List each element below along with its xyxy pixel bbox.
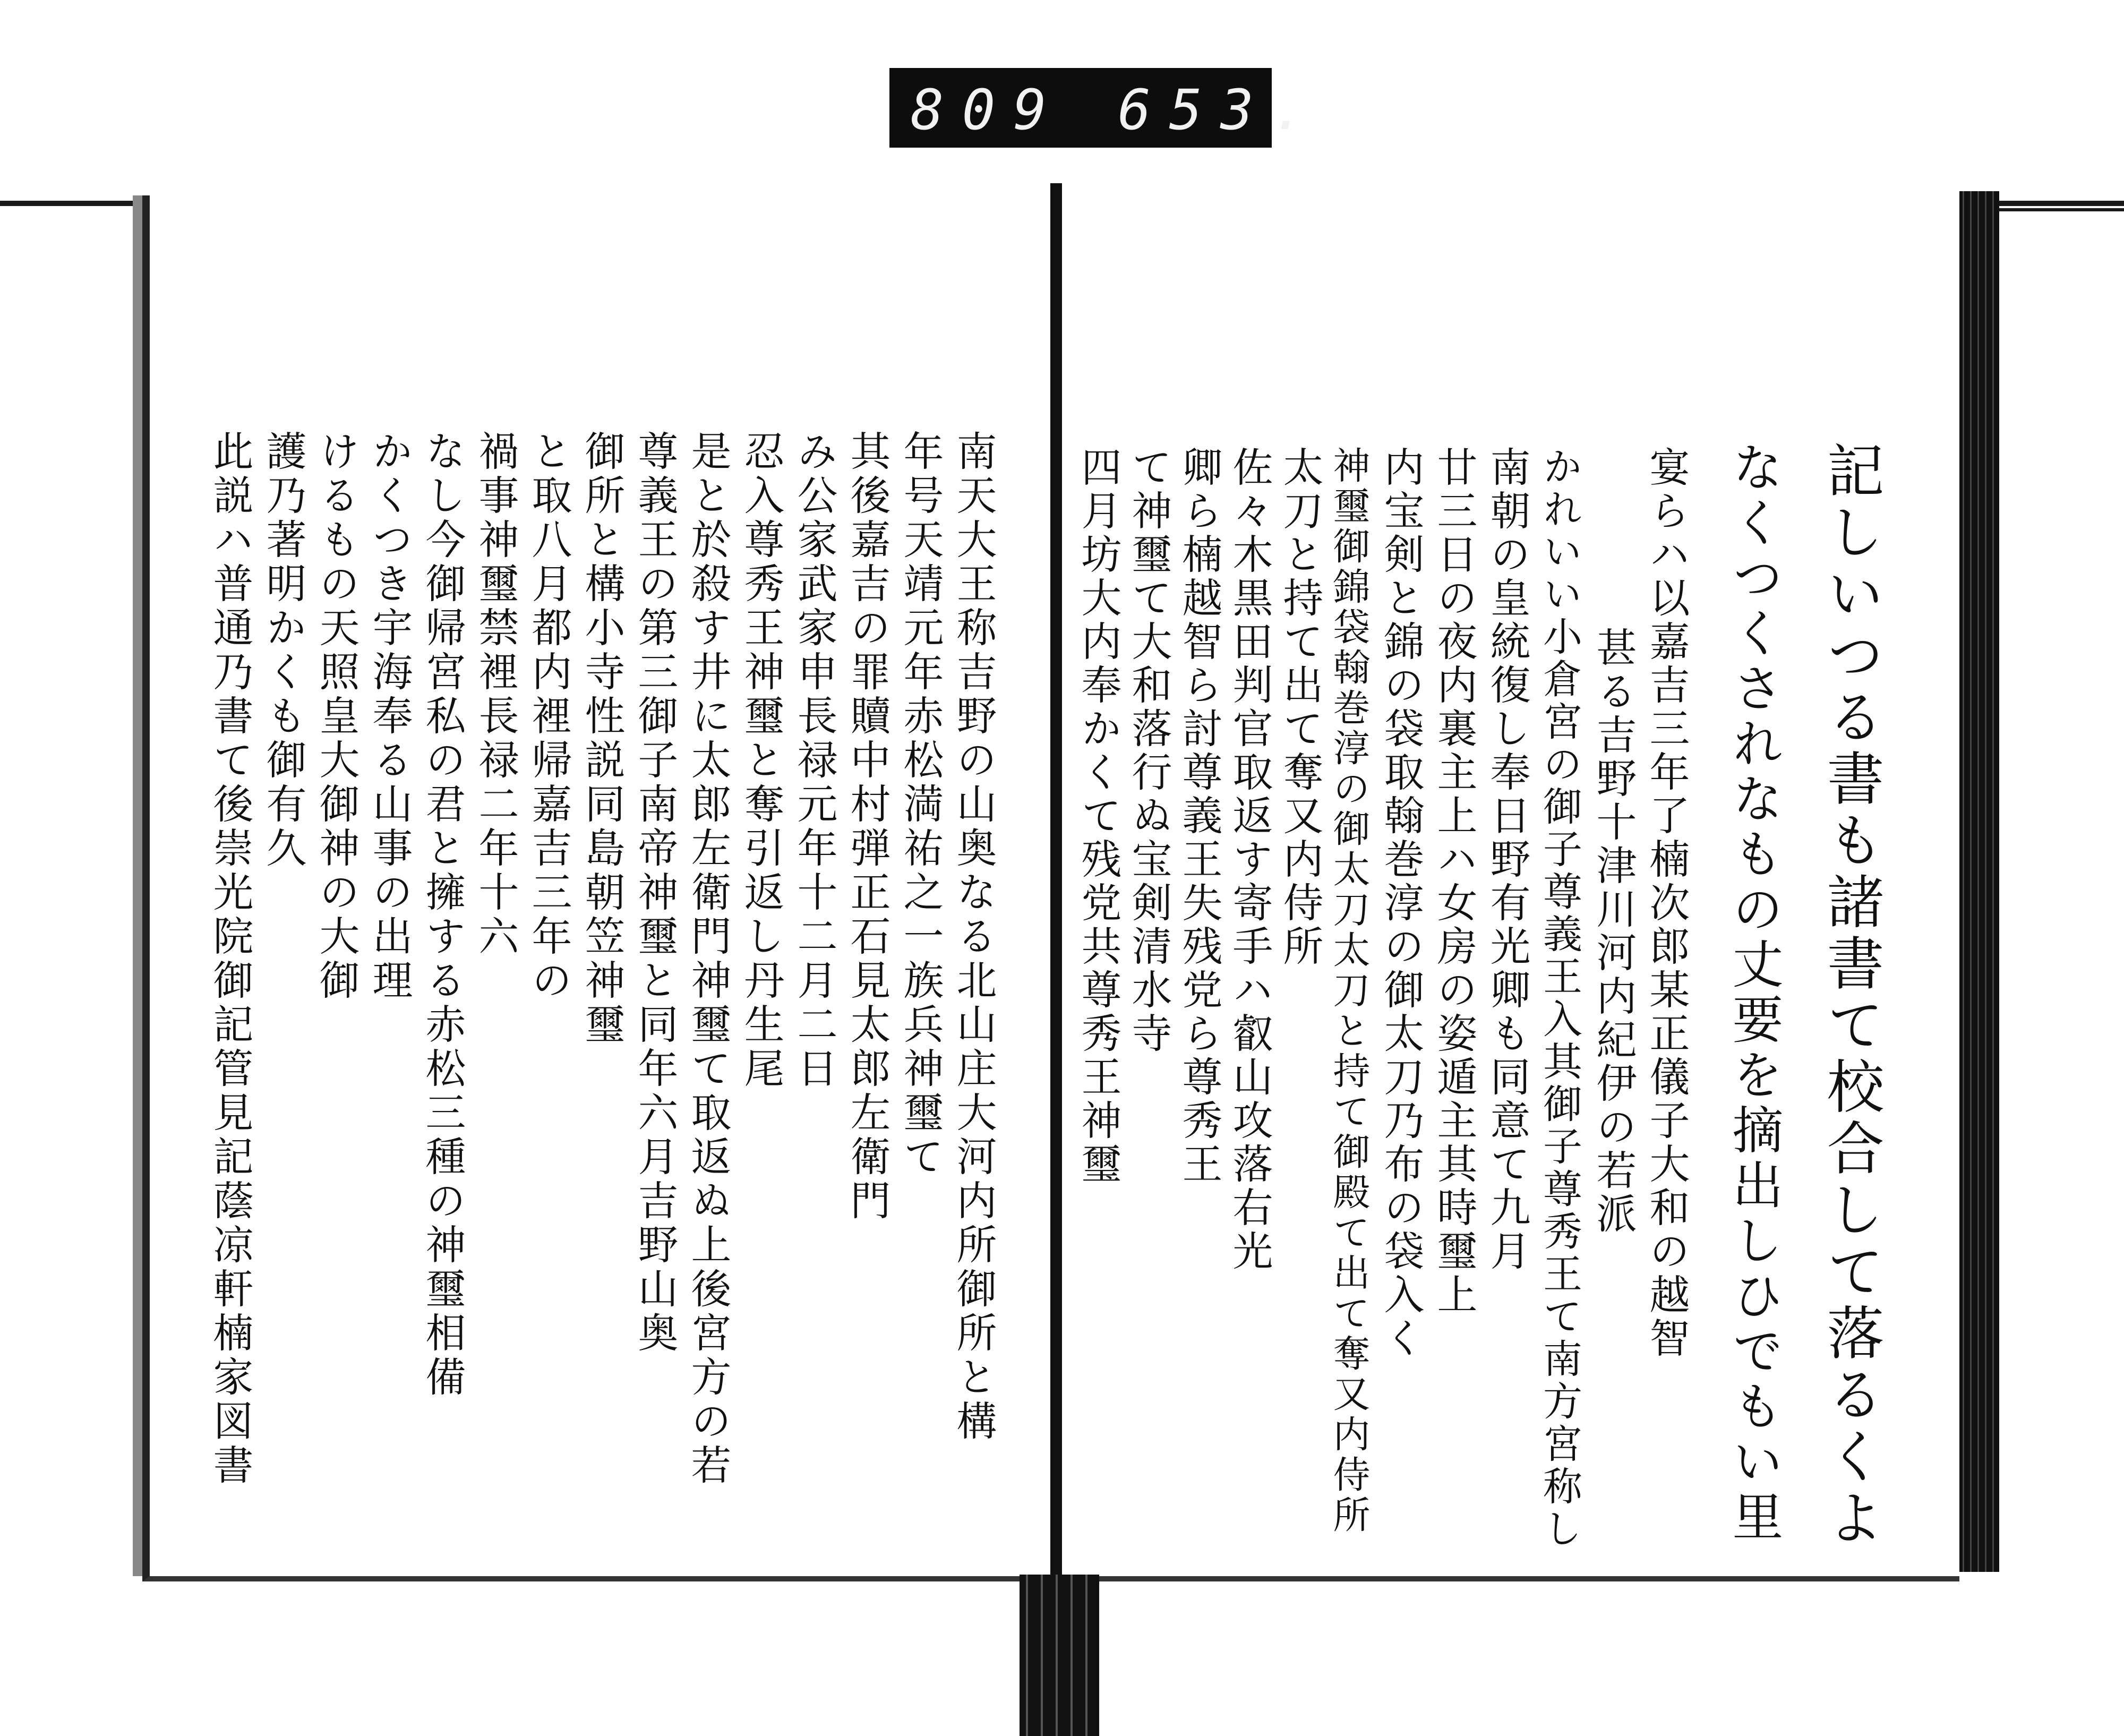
left-column: けるもの天照皇大御神の大御 xyxy=(313,430,360,1003)
fore-edge xyxy=(1959,191,1999,1572)
label-right-number: 653. xyxy=(1118,78,1323,142)
left-column: 御所と構小寺性説同島朝笠神璽 xyxy=(578,430,626,1047)
right-column: 佐々木黒田判官取返す寄手ハ叡山攻落右光 xyxy=(1226,446,1273,1273)
left-column: 忍入尊秀王神璽と奪引返し丹生尾 xyxy=(738,430,785,1091)
right-column: なくつくされなもの丈要を摘出しひでもい里 xyxy=(1724,441,1784,1545)
right-column: 宴らハ以嘉吉三年了楠次郎某正儀子大和の越智 xyxy=(1643,446,1690,1361)
right-column: 記しいつる書も諸書て校合して落るくよ xyxy=(1817,441,1883,1550)
left-column: 年号天靖元年赤松満祐之一族兵神璽て xyxy=(897,430,944,1179)
right-column: て神璽て大和落行ぬ宝剣清水寺 xyxy=(1125,446,1172,1056)
left-page-edge xyxy=(133,195,142,1576)
right-edge-line xyxy=(1999,208,2124,211)
left-column: 護乃著明かくも御有久 xyxy=(260,430,307,871)
catalog-label xyxy=(889,68,1323,148)
left-column: かくつき宇海奉る山事の出理 xyxy=(366,430,413,1003)
left-column: 尊義王の第三御子南帝神璽と同年六月吉野山奥 xyxy=(631,430,679,1356)
right-column: 廿三日の夜内裏主上ハ女房の姿遁主其時璽上 xyxy=(1431,446,1478,1317)
right-column: かれいい小倉宮の御子尊義王入其御子尊秀王て南方宮称し xyxy=(1537,446,1582,1551)
right-column: 内宝剣と錦の袋取翰巻淳の御太刀乃布の袋入く xyxy=(1377,446,1425,1361)
right-column: 四月坊大内奉かくて残党共尊秀王神璽 xyxy=(1075,446,1122,1186)
left-column: なし今御帰宮私の君と擁する赤松三種の神璽相備 xyxy=(419,430,466,1400)
left-column: み公家武家申長禄元年十二月二日 xyxy=(791,430,838,1091)
right-column: 卿ら楠越智ら討尊義王失残党ら尊秀王 xyxy=(1176,446,1223,1186)
right-column: 神璽御錦袋翰巻淳の御太刀太刀と持て御殿て出て奪又内侍所 xyxy=(1327,446,1371,1536)
book-gutter xyxy=(1050,183,1062,1575)
left-column: と取八月都内裡帰嘉吉三年の xyxy=(525,430,572,1003)
left-column: 此説ハ普通乃書て後崇光院御記管見記蔭凉軒楠家図書 xyxy=(207,430,254,1488)
binding-strip xyxy=(1020,1575,1099,1736)
left-column: 是と於殺す井に太郎左衛門神璽て取返ぬ上後宮方の若 xyxy=(684,430,732,1488)
left-column: 其後嘉吉の罪贖中村弾正石見太郎左衛門 xyxy=(844,430,891,1224)
right-column: 太刀と持て出て奪又内侍所 xyxy=(1277,446,1324,969)
left-column: 禍事神璽禁裡長禄二年十六 xyxy=(472,430,519,959)
right-column: 甚る吉野十津川河内紀伊の若派 xyxy=(1590,627,1637,1236)
label-left-number: 809 xyxy=(911,78,1065,142)
right-column: 南朝の皇統復し奉日野有光卿も同意て九月 xyxy=(1484,446,1531,1273)
left-column: 南天大王称吉野の山奥なる北山庄大河内所御所と構 xyxy=(950,430,997,1444)
